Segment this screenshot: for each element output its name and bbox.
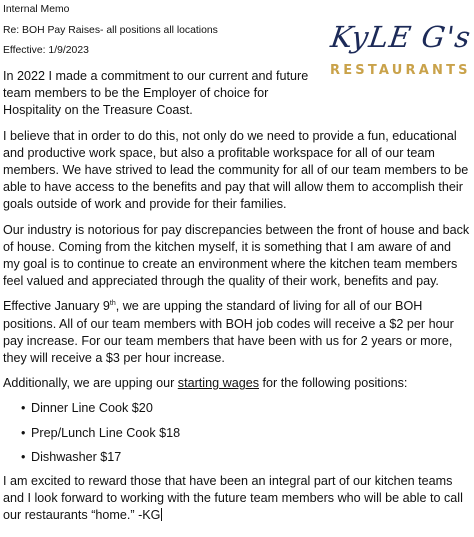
memo-body <box>3 68 471 533</box>
list-item <box>21 449 471 466</box>
pay-increase-intro: Effective January 9 <box>3 299 110 314</box>
bullet-icon: • <box>21 425 26 440</box>
pay-increase-text: , we are upping the standard of living for all of our BOH positions. All of our team members with BOH job codes will receive a $2 per hour pay increase. For our team members that have been with us for 2 years or more, they will receive a $3 per hour increase. <box>3 299 454 366</box>
position-wage: Dishwasher $17 <box>31 449 122 464</box>
memo-header <box>3 0 218 62</box>
paragraph-industry: Our industry is notorious for pay discrepancies between the front of house and back of house. Coming from the kitchen myself, it is something that I am aware of and my goal is to continue to create an environment where the kitchen team members feel valued and appreciated through the quality of their work, benefits and pay. <box>3 222 470 289</box>
positions-list <box>3 400 471 466</box>
bullet-icon: • <box>21 449 26 464</box>
memo-subject: Re: BOH Pay Raises- all positions all locations <box>3 24 218 36</box>
paragraph-starting-wages <box>3 375 471 392</box>
memo-effective-date: Effective: 1/9/2023 <box>3 45 89 56</box>
logo-script-text: KyLE G's <box>328 20 474 54</box>
paragraph-commitment: In 2022 I made a commitment to our current and future team members to be the Employer of choice for Hospitality on the Treasure Coast. <box>3 69 309 118</box>
list-item <box>21 400 471 417</box>
starting-wages-underlined: starting wages <box>177 376 259 391</box>
paragraph-belief: I believe that in order to do this, not only do we need to provide a fun, educational and productive work space, but also a profitable workspace for all of our team members. We have strived to lead the community for all of our team members to be able to have access to the benefits and pay that will allow them to accomplish their goals outside of work and provide for their families. <box>3 128 469 212</box>
paragraph-closing[interactable] <box>3 473 471 525</box>
list-item <box>21 425 471 442</box>
text-cursor <box>161 508 162 521</box>
starting-wages-intro: Additionally, we are upping our <box>3 376 178 391</box>
closing-text: I am excited to reward those that have been an integral part of our kitchen teams and I look forward to working with the future team members who will be able to call our restaurants “home.” -KG <box>3 474 463 523</box>
logo-wordmark: RESTAURANTS <box>330 63 471 78</box>
paragraph-pay-increase <box>3 298 471 367</box>
position-wage: Dinner Line Cook $20 <box>31 401 153 416</box>
starting-wages-tail: for the following positions: <box>259 376 408 391</box>
ordinal-suffix: th <box>109 300 116 308</box>
bullet-icon: • <box>21 401 26 416</box>
memo-label: Internal Memo <box>3 4 70 15</box>
position-wage: Prep/Lunch Line Cook $18 <box>31 425 181 440</box>
